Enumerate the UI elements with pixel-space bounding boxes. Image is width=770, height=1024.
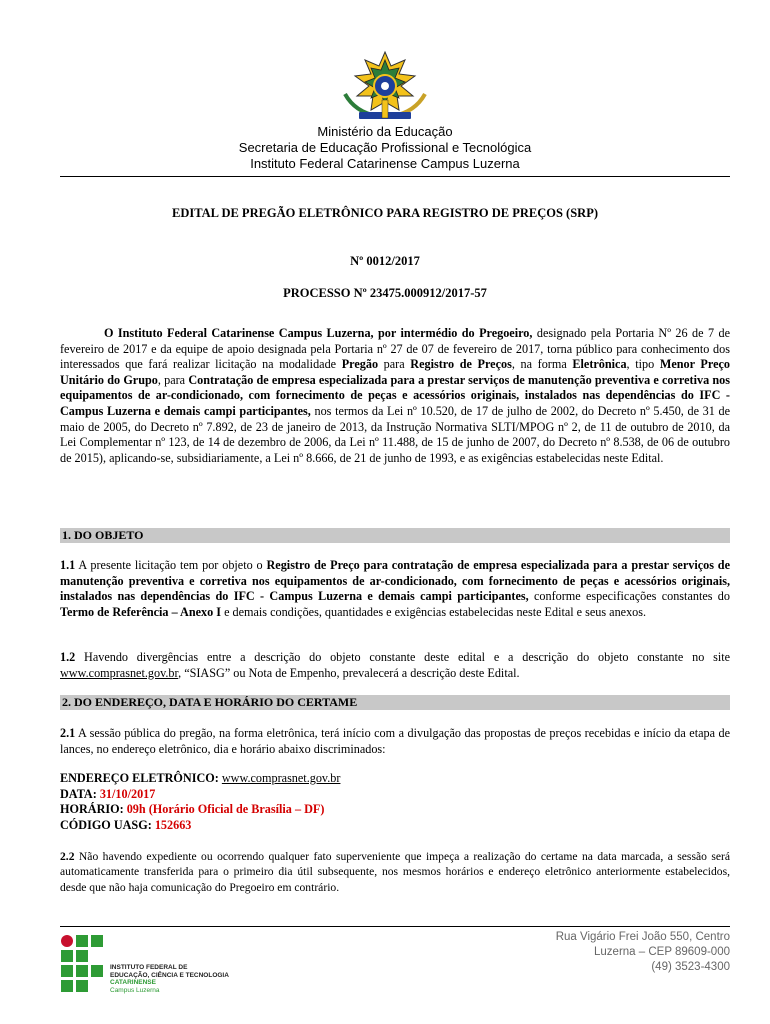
intro-bold-4: Eletrônica [572, 357, 627, 372]
section-heading-endereco: 2. DO ENDEREÇO, DATA E HORÁRIO DO CERTAME [60, 695, 730, 710]
coat-of-arms-brazil-icon [330, 50, 440, 126]
intro-text-4: , tipo [626, 357, 660, 372]
clause-number: 2.2 [60, 850, 75, 863]
edital-number: Nº 0012/2017 [350, 254, 420, 268]
comprasnet-link[interactable]: www.comprasnet.gov.br [60, 665, 179, 680]
phone-number: (49) 3523-4300 [651, 961, 730, 973]
intro-bold-1: O Instituto Federal Catarinense Campus Luzerna, por intermédio do Pregoeiro, [104, 326, 533, 340]
time-label: HORÁRIO: [60, 802, 124, 817]
intro-bold-6: Contratação de empresa especializada para a prestar serviços de manutenção preventiva e corretiva nos equipamentos de ar-condicionado, com fornecimento de peças e acessórios originais, instalados nas dependências do IFC - Campus Luzerna e demais campi participantes, [60, 372, 730, 418]
address-label: ENDEREÇO ELETRÔNICO: [60, 771, 219, 785]
address-row [60, 771, 730, 787]
clause-number: 1.2 [60, 650, 76, 664]
footer-divider [60, 926, 730, 927]
city-postcode: Luzerna – CEP 89609-000 [594, 946, 730, 958]
address-link[interactable]: www.comprasnet.gov.br [221, 771, 341, 785]
ifc-logo-text [110, 964, 229, 994]
date-label: DATA: [60, 786, 97, 801]
ministry-name: Ministério da Educação [317, 124, 453, 139]
paragraph-1-2 [60, 650, 730, 681]
time-row [60, 802, 730, 818]
paragraph-bold: Registro de Preço para contratação de empresa especializada para a prestar serviços de manutenção preventiva e corretiva nos equipamentos de ar-condicionado, com fornecimento de peças e acessórios originais, instalados nas dependências do IFC - Campus Luzerna e demais campi participantes, [60, 558, 730, 604]
secretariat-name: Secretaria de Educação Profissional e Tecnológica [238, 140, 532, 155]
date-value: 31/10/2017 [99, 786, 156, 801]
clause-number: 2.1 [60, 726, 76, 740]
paragraph-2-2 [60, 849, 730, 895]
paragraph-text: Não havendo expediente ou ocorrendo qualquer fato superveniente que impeça a realização do certame na data marcada, a sessão será automaticamente transferida para o primeiro dia útil subsequente, nos mesmos horários e endereço eletrônico anteriormente estabelecidos, desde que não haja comunicação do Pregoeiro em contrário. [60, 850, 730, 894]
intro-bold-5: Menor Preço Unitário do Grupo [60, 357, 730, 387]
session-details [60, 771, 730, 833]
process-number: PROCESSO Nº 23475.000912/2017-57 [283, 286, 487, 300]
paragraph-text: A sessão pública do pregão, na forma eletrônica, terá início com a divulgação das propostas de preços recebidas e início da etapa de lances, no endereço eletrônico, dia e horário abaixo discriminados: [60, 726, 730, 756]
paragraph-text: , “SIASG” ou Nota de Empenho, prevalecerá a descrição deste Edital. [178, 665, 520, 680]
paragraph-2-1 [60, 726, 730, 757]
paragraph-1-1 [60, 558, 730, 620]
paragraph-text: A presente licitação tem por objeto o [75, 558, 267, 572]
time-value: 09h (Horário Oficial de Brasília – DF) [126, 802, 325, 817]
logo-line: CATARINENSE [110, 979, 156, 986]
intro-bold-3: Registro de Preços [410, 357, 512, 372]
logo-line: EDUCAÇÃO, CIÊNCIA E TECNOLOGIA [110, 971, 229, 979]
uasg-label: CÓDIGO UASG: [60, 817, 152, 832]
uasg-value: 152663 [154, 817, 192, 832]
intro-text-1: designado pela Portaria Nº 26 de 7 de fevereiro de 2017 e da equipe de apoio designada pela Portaria nº 27 de 07 de fevereiro de 2017, torna público para conhecimento dos interessados que fará realizar licitação na modalidade [60, 326, 730, 372]
intro-paragraph [60, 326, 730, 466]
intro-text-3: , na forma [511, 357, 573, 372]
street-address: Rua Vigário Frei João 550, Centro [555, 931, 730, 943]
uasg-row [60, 818, 730, 834]
institute-name: Instituto Federal Catarinense Campus Luzerna [250, 156, 520, 171]
paragraph-text: conforme especificações constantes do [528, 589, 730, 604]
paragraph-text: Havendo divergências entre a descrição do objeto constante deste edital e a descrição do objeto constante no site [75, 650, 730, 664]
paragraph-text: e demais condições, quantidades e exigências estabelecidas neste Edital e seus anexos. [221, 604, 647, 619]
section-heading-objeto: 1. DO OBJETO [60, 528, 730, 543]
clause-number: 1.1 [60, 558, 76, 572]
document-title: EDITAL DE PREGÃO ELETRÔNICO PARA REGISTRO DE PREÇOS (SRP) [172, 206, 598, 220]
paragraph-bold: Termo de Referência – Anexo I [60, 604, 222, 619]
logo-line: Campus Luzerna [110, 986, 160, 994]
footer-address [556, 930, 730, 975]
intro-text-5: , para [157, 372, 189, 387]
logo-line: INSTITUTO FEDERAL DE [110, 964, 188, 971]
intro-text-2: para [378, 357, 411, 372]
header-divider [60, 176, 730, 177]
institution-header [0, 124, 770, 172]
intro-text-6: nos termos da Lei nº 10.520, de 17 de julho de 2002, do Decreto nº 5.450, de 31 de maio de 2005, do Decreto nº 7.892, de 23 de janeiro de 2013, da Instrução Normativa SLTI/MPOG nº 2, de 11 de outubro de 2010, da Lei Complementar nº 123, de 14 de dezembro de 2006, da Lei nº 11.488, de 15 de junho de 2007, do Decreto nº 8.538, de 06 de outubro de 2015), aplicando-se, subsidiariamente, a Lei nº 8.666, de 21 de junho de 1993, e as exigências estabelecidas neste Edital. [60, 403, 730, 465]
date-row [60, 787, 730, 803]
intro-bold-2: Pregão [341, 357, 379, 372]
